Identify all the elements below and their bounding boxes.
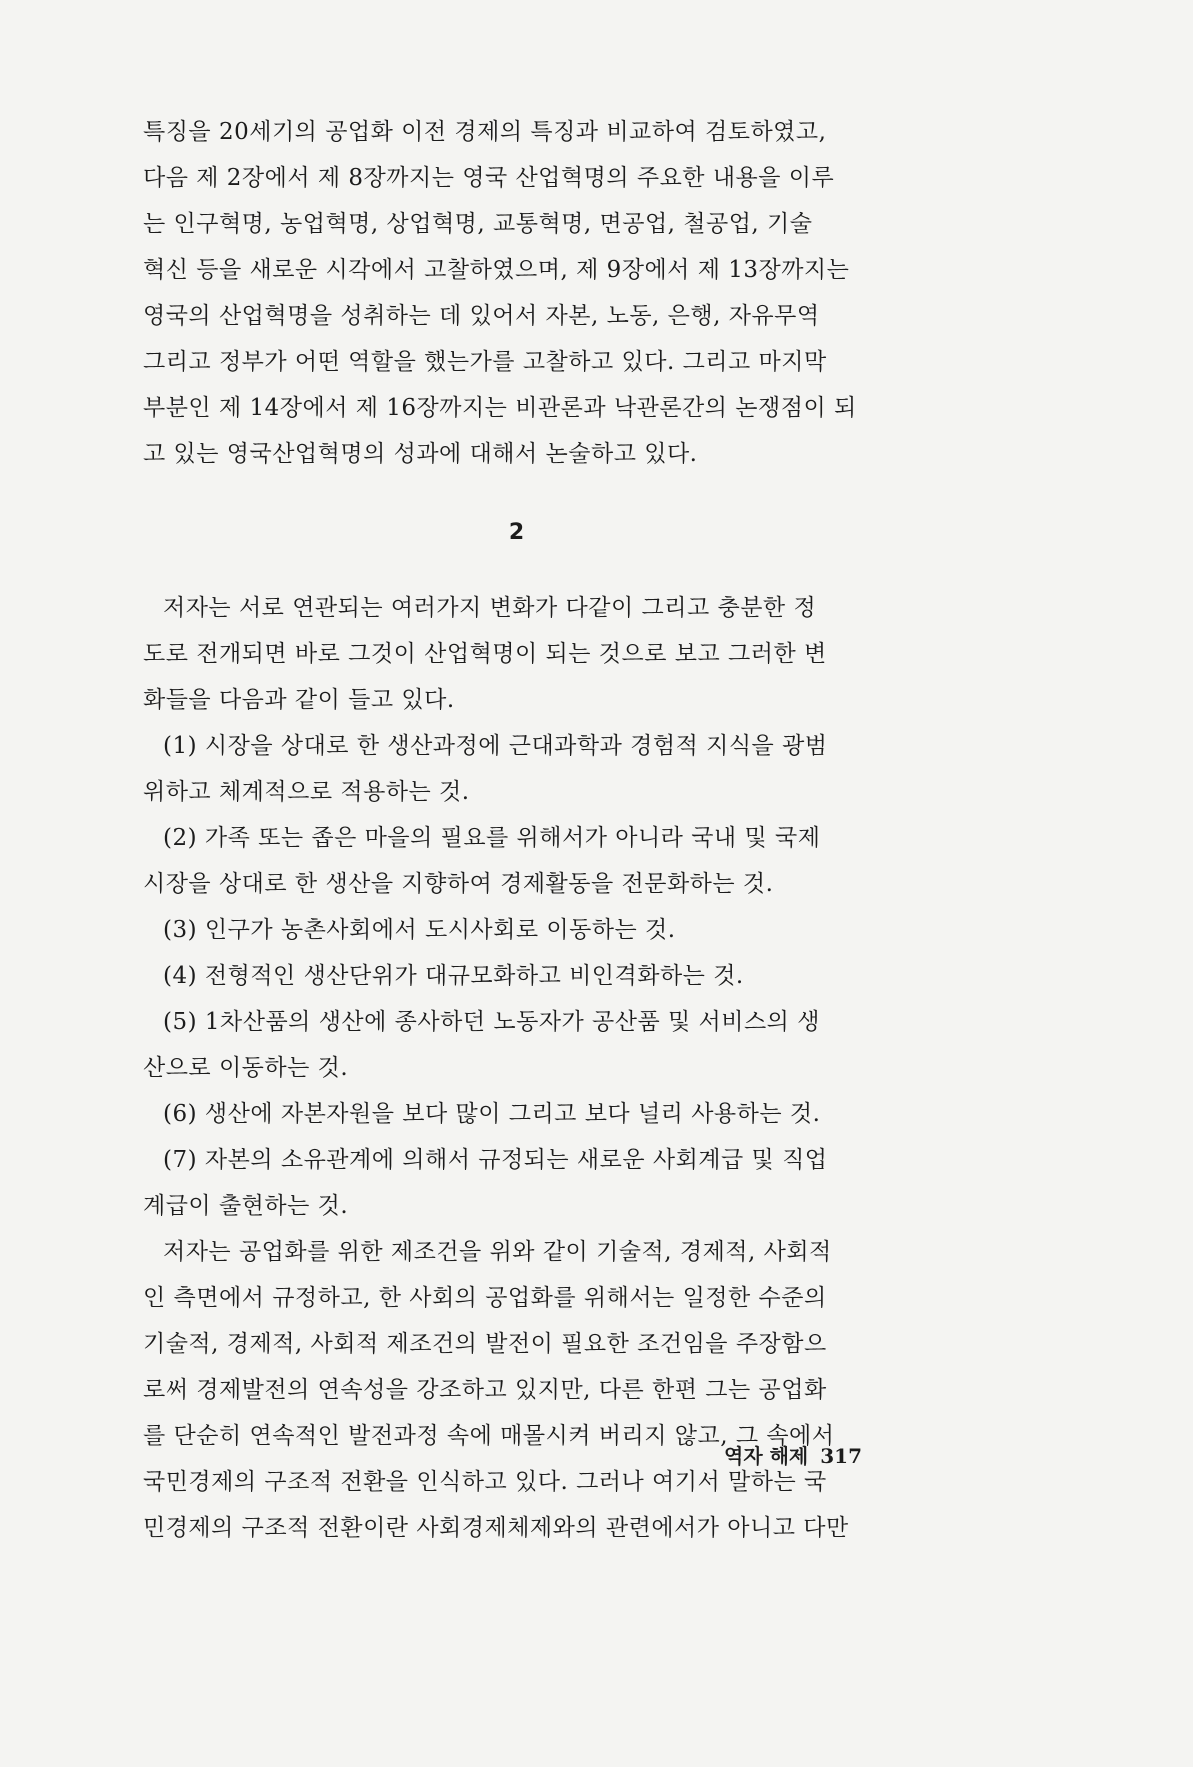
text-line: (2) 가족 또는 좁은 마을의 필요를 위해서가 아니라 국내 및 국제	[163, 825, 821, 851]
text-line: 로써 경제발전의 연속성을 강조하고 있지만, 다른 한편 그는 공업화	[143, 1377, 827, 1403]
text-line: 부분인 제 14장에서 제 16장까지는 비관론과 낙관론간의 논쟁점이 되	[143, 395, 857, 421]
text-line: 도로 전개되면 바로 그것이 산업혁명이 되는 것으로 보고 그러한 변	[143, 641, 827, 667]
text-line: 화들을 다음과 같이 들고 있다.	[143, 687, 455, 713]
text-line: (6) 생산에 자본자원을 보다 많이 그리고 보다 널리 사용하는 것.	[163, 1101, 821, 1127]
text-line: 다음 제 2장에서 제 8장까지는 영국 산업혁명의 주요한 내용을 이루	[143, 165, 835, 191]
intro-paragraph	[143, 118, 888, 486]
text-line: 산으로 이동하는 것.	[143, 1055, 349, 1081]
text-line: 인 측면에서 규정하고, 한 사회의 공업화를 위해서는 일정한 수준의	[143, 1285, 827, 1311]
text-line: 혁신 등을 새로운 시각에서 고찰하였으며, 제 9장에서 제 13장까지는	[143, 257, 850, 283]
text-line: 민경제의 구조적 전환이란 사회경제체제와의 관련에서가 아니고 다만	[143, 1515, 849, 1541]
page-footer	[724, 1440, 862, 1469]
text-line: 영국의 산업혁명을 성취하는 데 있어서 자본, 노동, 은행, 자유무역	[143, 303, 820, 329]
text-line: 계급이 출현하는 것.	[143, 1193, 349, 1219]
text-line: 저자는 공업화를 위한 제조건을 위와 같이 기술적, 경제적, 사회적	[163, 1239, 832, 1265]
text-line: 국민경제의 구조적 전환을 인식하고 있다. 그러나 여기서 말하는 국	[143, 1469, 827, 1495]
text-line: 위하고 체계적으로 적용하는 것.	[143, 779, 470, 805]
text-line: 저자는 서로 연관되는 여러가지 변화가 다같이 그리고 충분한 정	[163, 595, 817, 621]
text-line: (1) 시장을 상대로 한 생산과정에 근대과학과 경험적 지식을 광범	[163, 733, 828, 759]
section-number: 2	[508, 520, 525, 545]
running-footer-title: 역자 해제	[724, 1444, 809, 1468]
text-line: 를 단순히 연속적인 발전과정 속에 매몰시켜 버리지 않고, 그 속에서	[143, 1423, 835, 1449]
text-line: 는 인구혁명, 농업혁명, 상업혁명, 교통혁명, 면공업, 철공업, 기술	[143, 211, 813, 237]
text-line: (7) 자본의 소유관계에 의해서 규정되는 새로운 사회계급 및 직업	[163, 1147, 828, 1173]
text-line: (4) 전형적인 생산단위가 대규모화하고 비인격화하는 것.	[163, 963, 744, 989]
text-line: (5) 1차산품의 생산에 종사하던 노동자가 공산품 및 서비스의 생	[163, 1009, 820, 1035]
section-2-body	[143, 594, 888, 1560]
text-line: 그리고 정부가 어떤 역할을 했는가를 고찰하고 있다. 그리고 마지막	[143, 349, 827, 375]
text-line: 고 있는 영국산업혁명의 성과에 대해서 논술하고 있다.	[143, 441, 698, 467]
text-line: (3) 인구가 농촌사회에서 도시사회로 이동하는 것.	[163, 917, 676, 943]
page-number: 317	[820, 1444, 862, 1468]
text-line: 특징을 20세기의 공업화 이전 경제의 특징과 비교하여 검토하였고,	[143, 119, 827, 145]
text-line: 시장을 상대로 한 생산을 지향하여 경제활동을 전문화하는 것.	[143, 871, 774, 897]
text-line: 기술적, 경제적, 사회적 제조건의 발전이 필요한 조건임을 주장함으	[143, 1331, 827, 1357]
